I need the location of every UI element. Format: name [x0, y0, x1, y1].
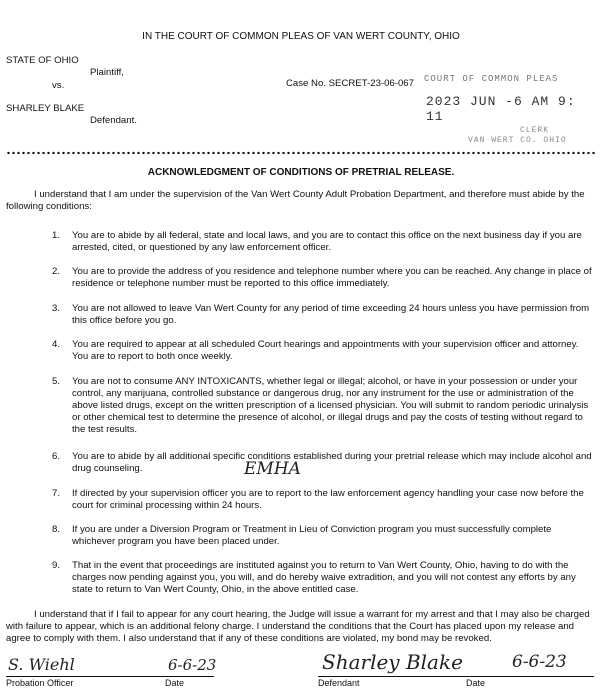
condition-item: [52, 488, 592, 512]
defendant-role: Defendant.: [90, 115, 137, 126]
condition-text: You are to abide by all federal, state and local laws, and you are to contact this office on the next business day if you are arrested, cited, or questioned by any law enforcement officer.: [72, 230, 582, 253]
condition-text: You are required to appear at all scheduled Court hearings and appointments with your supervision officer and attorney. You are to report to both once weekly.: [72, 339, 579, 362]
officer-signature-line: [6, 676, 214, 677]
condition-text: That in the event that proceedings are instituted against you to return to Van Wert County, Ohio, having to do with the charges now pending against you, you will, and do hereby waive extradition, and you will not contest any efforts by any state to return to Van Wert County, Ohio, in the above entitled case.: [72, 560, 576, 595]
versus-label: vs.: [52, 80, 65, 91]
condition-number: 3.: [52, 303, 61, 314]
closing-paragraph: I understand that if I fail to appear for any court hearing, the Judge will issue a warrant for my arrest and that I may also be charged with failure to appear, which is an additional felony charge. I understand the conditions that the Court has placed upon my release and agree to comply with them. I also understand that if any of these conditions are violated, my bond may be revoked.: [6, 609, 590, 644]
handwritten-condition-note: EMHA: [244, 459, 301, 479]
condition-item: [52, 266, 592, 290]
condition-number: 7.: [52, 488, 61, 499]
condition-item: [52, 339, 592, 363]
condition-item: [52, 376, 592, 436]
condition-text: You are to abide by all additional specific conditions established during your pretrial release which may include alcohol and drug counseling.: [72, 451, 592, 474]
condition-number: 5.: [52, 376, 61, 387]
condition-text: You are to provide the address of you residence and telephone number where you can be reached. Any change in place of residence or telephone number must be reported to this office immediately.: [72, 266, 592, 289]
defendant-signature-line: [318, 676, 594, 677]
condition-text: You are not to consume ANY INTOXICANTS, whether legal or illegal; alcohol, or have in your possession or under your control, any marijuana, controlled substance or dangerous drug, nor any instrument for the use or administration of the above listed drugs, except on the written prescription of a licensed physician. You will submit to random periodic urinalysis or other chemical test to determine the presence of alcohol, or illegal drugs and pay the costs of testing without regard to the test results.: [72, 376, 589, 435]
defendant-signature: Sharley Blake: [322, 650, 463, 674]
condition-item: [52, 451, 592, 475]
dotted-divider: [6, 151, 596, 155]
defendant-label: Defendant: [318, 678, 360, 688]
condition-text: If you are under a Diversion Program or Treatment in Lieu of Conviction program you must successfully complete whichever program you have been placed under.: [72, 524, 552, 547]
defendant-date-label: Date: [466, 678, 486, 688]
officer-label: Probation Officer: [6, 678, 74, 688]
condition-number: 9.: [52, 560, 61, 571]
court-title: IN THE COURT OF COMMON PLEAS OF VAN WERT COUNTY, OHIO: [142, 31, 460, 42]
officer-signature: S. Wiehl: [8, 655, 75, 674]
officer-date-label: Date: [165, 678, 185, 688]
condition-number: 1.: [52, 230, 61, 241]
plaintiff-role: Plaintiff,: [90, 67, 124, 78]
document-title: ACKNOWLEDGMENT OF CONDITIONS OF PRETRIAL RELEASE.: [147, 167, 455, 178]
filing-stamp-date: 2023 JUN -6 AM 9: 11: [426, 94, 576, 124]
condition-item: [52, 303, 592, 327]
plaintiff-name: STATE OF OHIO: [6, 55, 79, 66]
condition-number: 4.: [52, 339, 61, 350]
intro-paragraph: I understand that I am under the supervision of the Van Wert County Adult Probation Department, and therefore must abide by the following conditions:: [6, 189, 585, 212]
condition-item: [52, 230, 592, 254]
filing-stamp-court: COURT OF COMMON PLEAS: [424, 74, 559, 84]
condition-item: [52, 524, 592, 548]
condition-text: If directed by your supervision officer you are to report to the law enforcement agency handling your case now before the court for criminal processing within 24 hours.: [72, 488, 584, 511]
condition-number: 8.: [52, 524, 61, 535]
condition-number: 6.: [52, 451, 61, 462]
filing-stamp-clerk: CLERK: [520, 126, 550, 135]
condition-text: You are not allowed to leave Van Wert County for any period of time exceeding 24 hours unless you have permission from this office before you go.: [72, 303, 590, 326]
filing-stamp-county: VAN WERT CO. OHIO: [468, 136, 567, 145]
condition-number: 2.: [52, 266, 61, 277]
defendant-signed-date: 6-6-23: [512, 652, 567, 672]
officer-signed-date: 6-6-23: [168, 656, 217, 674]
condition-item: [52, 560, 592, 596]
case-number: Case No. SECRET-23-06-067: [286, 78, 414, 89]
defendant-name: SHARLEY BLAKE: [6, 103, 85, 114]
